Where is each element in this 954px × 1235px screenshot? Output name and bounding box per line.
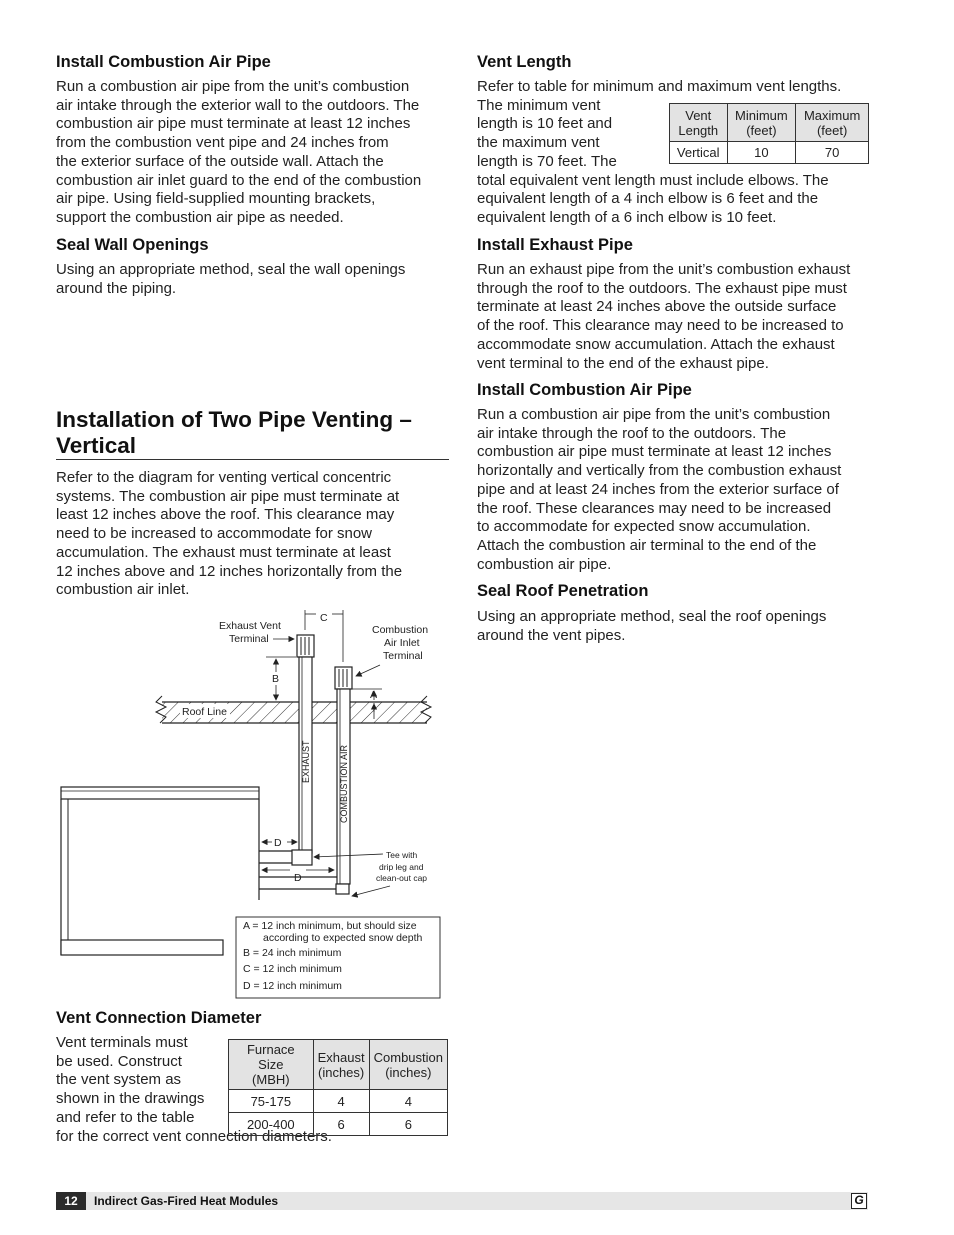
- install-air-heading: Install Combustion Air Pipe: [56, 53, 271, 71]
- d-label-lower: D: [294, 872, 302, 884]
- text-line: the exterior surface of the outside wall. Attach the: [56, 152, 384, 170]
- venting-diagram: [0, 600, 460, 1005]
- table-row: [229, 1113, 448, 1136]
- brand-logo-icon: G: [851, 1193, 867, 1209]
- seal-roof-paragraph: [477, 608, 826, 645]
- tee-label-1: Tee with: [386, 850, 418, 860]
- exhaust-pipe-label: EXHAUST: [301, 740, 311, 783]
- table-header: Maximum (feet): [796, 104, 869, 142]
- text-line: and refer to the table: [56, 1108, 195, 1126]
- text-line: support the combustion air pipe as needed.: [56, 208, 344, 226]
- text-line: combustion air pipe must terminate at least 12 inches: [477, 443, 832, 461]
- text-line: Using an appropriate method, seal the roof openings: [477, 608, 827, 625]
- text-line: accommodate snow accumulation. Attach the exhaust: [477, 335, 835, 353]
- text-line: Run a combustion air pipe from the unit’s combustion: [477, 406, 831, 423]
- section-title-line: Installation of Two Pipe Venting –: [56, 407, 412, 432]
- legend-line: C = 12 inch minimum: [243, 963, 342, 975]
- section-paragraph: [56, 469, 402, 600]
- vent-diameter-heading: Vent Connection Diameter: [56, 1009, 262, 1027]
- air-terminal-label-3: Terminal: [383, 650, 423, 662]
- text-line: the maximum vent: [477, 134, 600, 152]
- install-air-paragraph: [56, 78, 421, 228]
- seal-roof-heading: Seal Roof Penetration: [477, 582, 649, 600]
- exhaust-paragraph: [477, 261, 850, 373]
- heater-unit: [61, 787, 259, 955]
- text-line: equivalent length of a 4 inch elbow is 6 feet and the: [477, 190, 819, 208]
- vent-length-table: [669, 103, 869, 164]
- tee-arrow-air: [352, 886, 390, 896]
- right-air-heading: Install Combustion Air Pipe: [477, 381, 692, 399]
- text-line: need to be increased to accommodate for snow: [56, 525, 373, 543]
- table-header: Exhaust (inches): [313, 1040, 369, 1090]
- text-line: total equivalent vent length must include elbows. The: [477, 171, 829, 189]
- dimension-b: [266, 657, 296, 700]
- table-row: [229, 1090, 448, 1113]
- air-terminal-label-2: Air Inlet: [384, 637, 420, 649]
- text-line: Run a combustion air pipe from the unit’s combustion: [56, 78, 410, 95]
- right-air-paragraph: [477, 406, 841, 574]
- table-header: Combustion (inches): [369, 1040, 447, 1090]
- text-line: from the combustion vent pipe and 24 inches from: [56, 134, 389, 152]
- text-line: combustion air inlet guard to the end of the combustion: [56, 171, 422, 189]
- table-cell: 70: [796, 142, 869, 164]
- tee-label-3: clean-out cap: [376, 873, 428, 883]
- text-line: 12 inches above and 12 inches horizontally from the: [56, 562, 403, 580]
- section-title-line: Vertical: [56, 433, 137, 458]
- text-line: Using an appropriate method, seal the wall openings: [56, 261, 406, 278]
- seal-wall-paragraph: [56, 261, 405, 298]
- text-line: shown in the drawings: [56, 1090, 205, 1108]
- text-line: Refer to table for minimum and maximum vent lengths.: [477, 78, 842, 95]
- table-cell: 200-400: [229, 1113, 314, 1136]
- table-cell: 10: [727, 142, 796, 164]
- air-terminal-label-1: Combustion: [372, 624, 429, 636]
- vent-diameter-table: [228, 1039, 448, 1136]
- a-label: A: [370, 689, 378, 701]
- exhaust-terminal-label-1: Exhaust Vent: [219, 620, 281, 632]
- seal-wall-heading: Seal Wall Openings: [56, 236, 209, 254]
- dimension-legend: [236, 917, 440, 998]
- page-number: 12: [56, 1192, 86, 1210]
- roof-line-label: Roof Line: [182, 706, 227, 718]
- text-line: of the roof. This clearance may need to be increased to: [477, 317, 844, 335]
- legend-line: according to expected snow depth: [263, 932, 423, 944]
- table-cell: Vertical: [670, 142, 728, 164]
- exhaust-terminal-label-2: Terminal: [229, 633, 269, 645]
- text-line: the vent system as: [56, 1071, 182, 1089]
- table-cell: 6: [313, 1113, 369, 1136]
- table-cell: 4: [313, 1090, 369, 1113]
- text-line: combustion air pipe must terminate at least 12 inches: [56, 115, 411, 133]
- table-cell: 4: [369, 1090, 447, 1113]
- legend-line: B = 24 inch minimum: [243, 947, 342, 959]
- text-line: be used. Construct: [56, 1052, 182, 1070]
- c-label: C: [320, 612, 328, 624]
- table-header: Minimum (feet): [727, 104, 796, 142]
- table-cell: 75-175: [229, 1090, 314, 1113]
- section-title: [56, 407, 412, 459]
- text-line: Attach the combustion air terminal to the end of the: [477, 536, 817, 554]
- text-line: horizontally and vertically from the combustion exhaust: [477, 462, 842, 480]
- text-line: terminate at least 24 inches above the outside surface: [477, 298, 837, 316]
- b-label: B: [272, 673, 280, 685]
- text-line: Refer to the diagram for venting vertical concentric: [56, 469, 392, 486]
- text-line: length is 70 feet. The: [477, 152, 617, 170]
- tee-label-2: drip leg and: [379, 862, 424, 872]
- text-line: accumulation. The exhaust must terminate at least: [56, 543, 391, 561]
- d-label-upper: D: [274, 837, 282, 849]
- text-line: systems. The combustion air pipe must terminate at: [56, 487, 400, 505]
- text-line: air intake through the roof to the outdoors. The: [477, 424, 787, 442]
- footer-title: Indirect Gas-Fired Heat Modules: [94, 1194, 279, 1208]
- text-line: the roof. These clearances may need to be increased: [477, 499, 832, 517]
- text-line: around the piping.: [56, 279, 177, 297]
- text-line: air intake through the exterior wall to the outdoors. The: [56, 96, 420, 114]
- table-row: [670, 142, 869, 164]
- legend-line: A = 12 inch minimum, but should size: [243, 920, 417, 932]
- text-line: vent terminal to the end of the exhaust pipe.: [477, 354, 769, 372]
- text-line: The minimum vent: [477, 96, 601, 114]
- text-line: around the vent pipes.: [477, 626, 626, 644]
- text-line: combustion air inlet.: [56, 581, 190, 599]
- text-line: pipe and at least 24 inches from the exterior surface of: [477, 480, 839, 498]
- text-line: Run an exhaust pipe from the unit’s combustion exhaust: [477, 261, 851, 278]
- legend-line: D = 12 inch minimum: [243, 980, 342, 992]
- text-line: equivalent length of a 6 inch elbow is 10 feet.: [477, 208, 777, 226]
- section-rule: [56, 459, 449, 460]
- table-header-row: [229, 1040, 448, 1090]
- text-line: least 12 inches above the roof. This clearance may: [56, 506, 395, 524]
- text-line: Vent terminals must: [56, 1034, 188, 1051]
- table-header: Vent Length: [670, 104, 728, 142]
- air-terminal-arrow: [356, 665, 380, 676]
- exhaust-heading: Install Exhaust Pipe: [477, 236, 633, 254]
- text-line: length is 10 feet and: [477, 115, 613, 133]
- table-header-row: [670, 104, 869, 142]
- text-line: air pipe. Using field-supplied mounting brackets,: [56, 190, 376, 208]
- text-line: for the correct vent connection diameters.: [56, 1127, 332, 1145]
- table-cell: 6: [369, 1113, 447, 1136]
- vent-length-heading: Vent Length: [477, 53, 572, 71]
- text-line: to accommodate for expected snow accumulation.: [477, 518, 811, 536]
- text-line: combustion air pipe.: [477, 555, 612, 573]
- text-line: through the roof to the outdoors. The exhaust pipe must: [477, 279, 847, 297]
- table-header: Furnace Size (MBH): [229, 1040, 314, 1090]
- combustion-air-pipe-label: COMBUSTION AIR: [339, 744, 349, 823]
